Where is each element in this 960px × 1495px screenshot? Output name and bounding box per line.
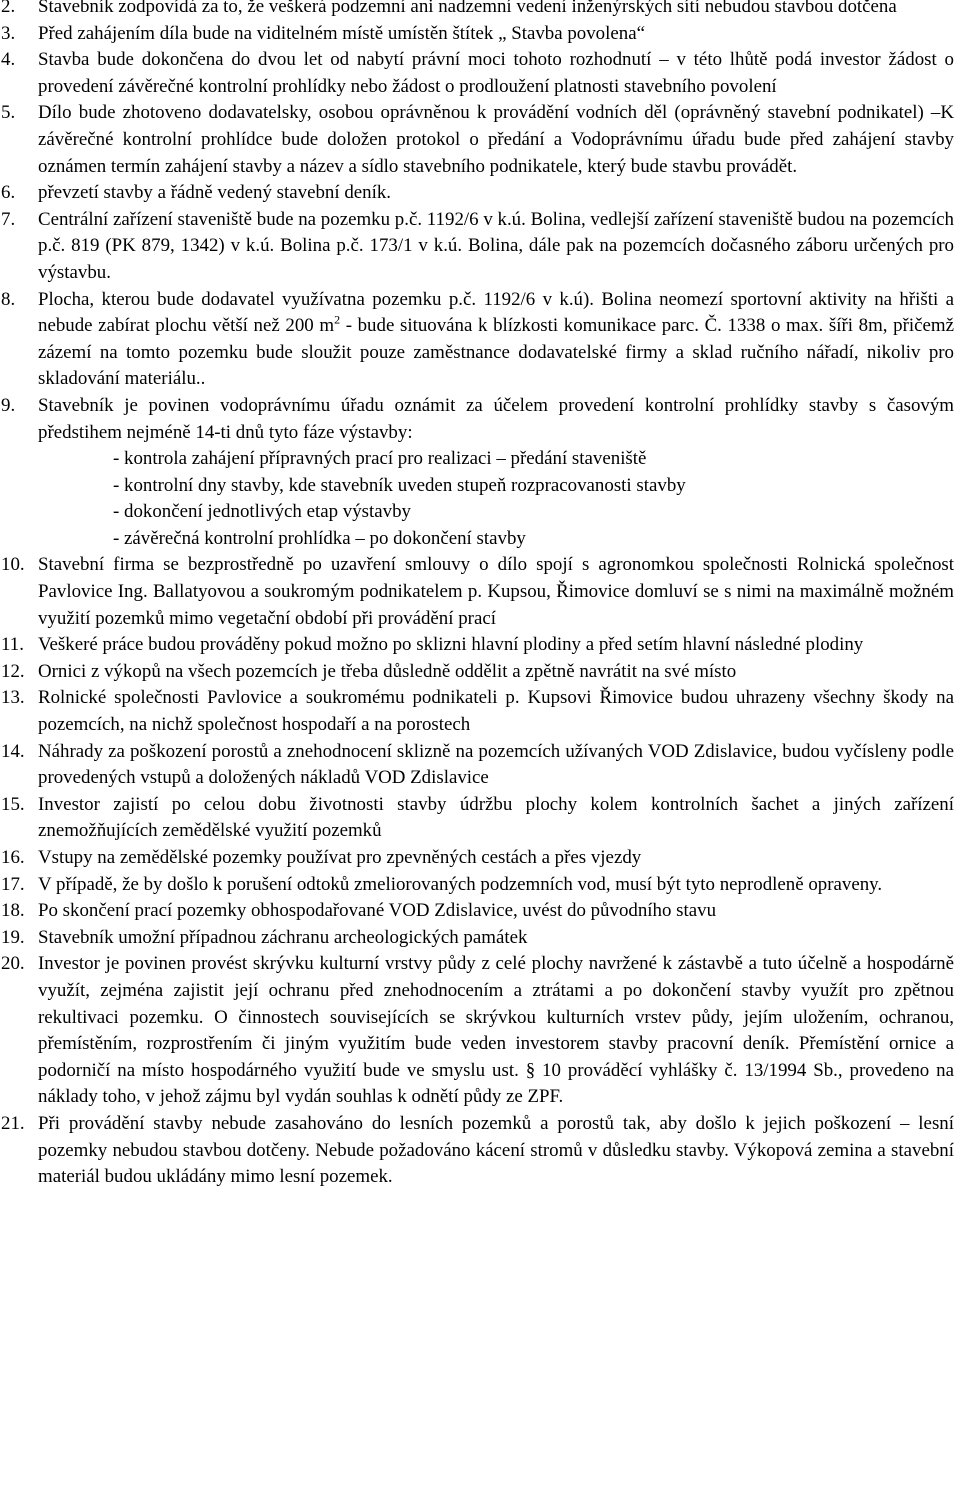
item-number: 18. — [1, 900, 25, 922]
item-number: 2. — [1, 0, 16, 17]
item-number: 5. — [1, 102, 16, 124]
sub-item: - kontrolní dny stavby, kde stavebník uveden stupeň rozpracovanosti stavby — [113, 474, 686, 496]
item-number: 21. — [1, 1112, 25, 1134]
item-number: 13. — [1, 687, 25, 709]
list-item — [0, 898, 960, 925]
item-text: Stavba bude dokončena do dvou let od nabytí právní moci tohoto rozhodnutí – v této lhůtě podá investor žádost o provedení závěrečné kontrolní prohlídky nebo žádost o prodloužení platnosti stavebního povolení — [38, 49, 954, 97]
item-text: Při provádění stavby nebude zasahováno do lesních pozemků a porostů tak, aby došlo k jejich poškození – lesní pozemky nebudou stavbou dotčeny. Nebude požadováno kácení stromů v důsledku stavby. Výkopová zemina a stavební materiál budou ukládány mimo lesní pozemek. — [38, 1112, 954, 1188]
list-item — [0, 207, 960, 287]
item-text: Rolnické společnosti Pavlovice a soukromému podnikateli p. Kupsovi Řimovice budou uhrazeny všechny škody na pozemcích, na nichž společnost hospodaří a na porostech — [38, 687, 954, 736]
item-text: Vstupy na zemědělské pozemky používat pro zpevněných cestách a přes vjezdy — [38, 847, 642, 868]
sub-item: - dokončení jednotlivých etap výstavby — [113, 501, 411, 523]
list-item — [0, 632, 960, 659]
item-text: Před zahájením díla bude na viditelném místě umístěn štítek „ Stavba povolena“ — [38, 22, 645, 44]
item-text-block — [38, 393, 960, 553]
item-text: Stavebník zodpovídá za to, že veškerá podzemní ani nadzemní vedení inženýrských sítí nebudou stavbou dotčena — [38, 0, 897, 17]
item-text-part: - bude situována k blízkosti komunikace parc. Č. 1338 o max. šíři 8m, přičemž zázemí na tomto pozemku bude sloužit pouze zaměstnance dodavatelské firmy a sklad ručního nářadí, nikoliv pro skladování materiálu.. — [38, 315, 954, 390]
item-text: Dílo bude zhotoveno dodavatelsky, osobou oprávněnou k provádění vodních děl (oprávněný stavební podnikatel) –K závěrečné kontrolní prohlídce bude doložen protokol o předání a Vodoprávnímu úřadu bude před zahájení stavby oznámen termín zahájení stavby a název a sídlo stavebního podnikatele, který bude stavbu provádět. — [38, 102, 954, 177]
list-item — [0, 0, 960, 21]
item-text: Náhrady za poškození porostů a znehodnocení sklizně na pozemcích užívaných VOD Zdislavice, budou vyčísleny podle provedených vstupů a doložených nákladů VOD Zdislavice — [38, 740, 954, 789]
item-text: Investor je povinen provést skrývku kulturní vrstvy půdy z celé plochy navržené k zástavbě a tuto účelně a hospodárně využít, zejména zajistit její ochranu před znehodnocením a ztrátami a po dokončení stavby využít pro zpětnou rekultivaci pozemku. O činnostech souvisejících se skrývkou kulturních vrstev půdy, jejím uložením, ochranou, přemístěním, rozprostřením či jiným využitím bude veden investorem stavby pracovní deník. Přemístění ornice a podorničí na místo hospodárného využití bude ve smyslu ust. § 10 prováděcí vyhlášky č. 13/1994 Sb., provedeno na náklady toho, v jehož zájmu byl vydán souhlas k odnětí půdy ze ZPF. — [38, 953, 954, 1108]
list-item — [0, 872, 960, 899]
item-text: Ornici z výkopů na všech pozemcích je třeba důsledně oddělit a zpětně navrátit na své místo — [38, 660, 737, 682]
list-item — [0, 47, 960, 100]
item-text: V případě, že by došlo k porušení odtoků zmeliorovaných podzemních vod, musí být tyto neprodleně opraveny. — [38, 873, 883, 895]
item-number: 19. — [1, 926, 25, 948]
item-text: Stavební firma se bezprostředně po uzavření smlouvy o dílo spojí s agronomkou společnosti Rolnická společnost Pavlovice Ing. Ballatyovou a soukromým podnikatelem p. Kupsou, Řimovice domluví se s nimi na maximálně možném využití pozemků mimo vegetační období při provádění prací — [38, 554, 954, 629]
list-item — [0, 287, 960, 393]
list-item — [0, 845, 960, 872]
item-text: převzetí stavby a řádně vedený stavební deník. — [38, 182, 392, 204]
list-item — [0, 792, 960, 845]
item-number: 14. — [1, 740, 25, 762]
item-number: 11. — [1, 634, 24, 656]
list-item — [0, 552, 960, 632]
item-text — [38, 287, 960, 393]
list-item — [0, 1111, 960, 1191]
item-text: Stavebník umožní případnou záchranu archeologických památek — [38, 926, 528, 948]
sub-item: - kontrola zahájení přípravných prací pro realizaci – předání staveniště — [113, 448, 647, 470]
item-number: 10. — [1, 554, 25, 576]
item-number: 17. — [1, 873, 25, 895]
list-item — [0, 659, 960, 686]
item-text: Po skončení prací pozemky obhospodařované VOD Zdislavice, uvést do původního stavu — [38, 900, 717, 922]
item-number: 20. — [1, 953, 25, 975]
list-item — [0, 21, 960, 48]
item-text-part: Plocha, kterou bude dodavatel využívatna pozemku p.č. 1192/6 v k.ú). Bolina neomezí sportovní aktivity na hřišti a nebude zabírat plochu větší než 200 m — [38, 288, 954, 337]
item-number: 7. — [1, 208, 16, 230]
item-number: 4. — [1, 49, 16, 71]
item-text: Investor zajistí po celou dobu životnosti stavby údržbu plochy kolem kontrolních šachet a jiných zařízení znemožňujících zemědělské využití pozemků — [38, 793, 954, 842]
item-number: 6. — [1, 182, 16, 204]
item-text: Centrální zařízení staveniště bude na pozemku p.č. 1192/6 v k.ú. Bolina, vedlejší zařízení staveniště budou na pozemcích p.č. 819 (PK 879, 1342) v k.ú. Bolina p.č. 173/1 v k.ú. Bolina, dále pak na pozemcích dočasného záboru určených pro výstavbu. — [38, 208, 954, 283]
item-number: 9. — [1, 394, 16, 416]
sub-item: - závěrečná kontrolní prohlídka – po dokončení stavby — [113, 527, 526, 549]
item-number: 15. — [1, 793, 25, 815]
item-number: 12. — [1, 660, 25, 682]
list-item — [0, 180, 960, 207]
list-item — [0, 685, 960, 738]
list-item — [0, 951, 960, 1111]
superscript: 2 — [334, 312, 341, 327]
item-number: 3. — [1, 22, 16, 44]
item-text: Stavebník je povinen vodoprávnímu úřadu oznámit za účelem provedení kontrolní prohlídky stavby s časovým předstihem nejméně 14-ti dnů tyto fáze výstavby: — [38, 394, 954, 443]
list-item — [0, 739, 960, 792]
list-item — [0, 925, 960, 952]
list-item — [0, 393, 960, 553]
item-number: 16. — [1, 847, 25, 868]
item-text: Veškeré práce budou prováděny pokud možno po sklizni hlavní plodiny a před setím hlavní následné plodiny — [38, 634, 864, 656]
list-item — [0, 100, 960, 180]
item-number: 8. — [1, 288, 16, 310]
